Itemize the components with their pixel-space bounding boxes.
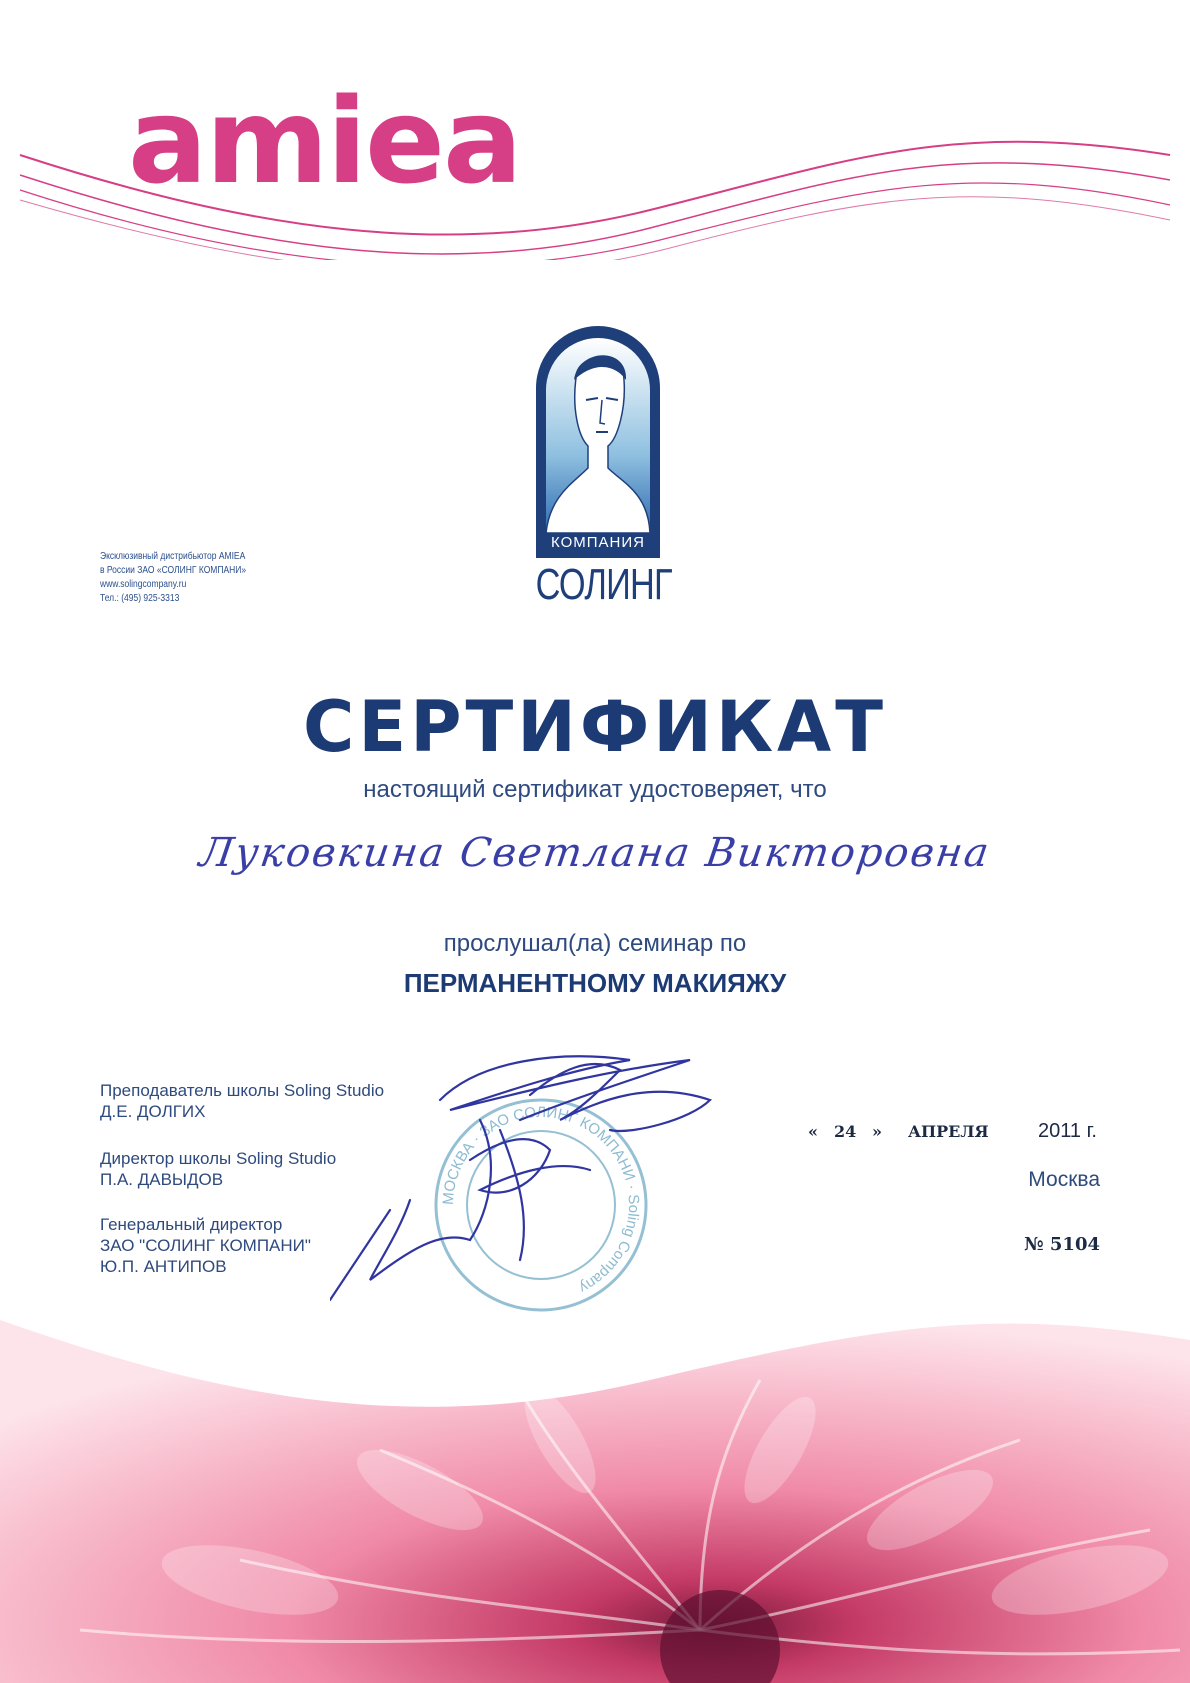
distributor-line: Эксклюзивный дистрибьютор AMIEA: [100, 551, 246, 562]
signatory-name: Ю.П. АНТИПОВ: [100, 1257, 227, 1276]
recipient-name: Луковкина Светлана Викторовна: [196, 830, 994, 876]
signatory-general-director: [100, 1214, 311, 1277]
signatory-role: Директор школы Soling Studio: [100, 1149, 337, 1168]
date-quote-close: »: [872, 1122, 882, 1141]
signatory-name: Д.Е. ДОЛГИХ: [100, 1102, 206, 1121]
signatory-role: Генеральный директор: [100, 1215, 283, 1234]
signatory-name: П.А. ДАВЫДОВ: [100, 1170, 224, 1189]
course-name: ПЕРМАНЕНТНОМУ МАКИЯЖУ: [403, 968, 787, 998]
date-month: АПРЕЛЯ: [908, 1122, 989, 1141]
distributor-phone: Тел.: (495) 925-3313: [100, 593, 180, 604]
distributor-info: [100, 550, 304, 606]
flower-decoration: [0, 1300, 1190, 1683]
certificate-subtitle: настоящий сертификат удостоверяет, что: [363, 776, 827, 803]
date-day: 24: [834, 1122, 857, 1141]
date-quote-open: «: [808, 1122, 818, 1141]
date-year: 2011 г.: [1038, 1120, 1097, 1142]
signatory-director: [100, 1148, 336, 1190]
signatory-org: ЗАО "СОЛИНГ КОМПАНИ": [100, 1236, 311, 1255]
attended-text: прослушал(ла) семинар по: [443, 930, 747, 957]
brand-logo: amiea: [128, 72, 521, 210]
issue-place: Москва: [1028, 1168, 1100, 1191]
distributor-website: www.solingcompany.ru: [100, 579, 187, 590]
emblem-company-name: СОЛИНГ: [535, 560, 672, 609]
emblem-company-label: КОМПАНИЯ: [551, 534, 645, 551]
signatory-role: Преподаватель школы Soling Studio: [100, 1081, 385, 1100]
stamp-text: МОСКВА · ЗАО СОЛИНГ КОМПАНИ · Soling Company: [439, 1103, 643, 1297]
signatures-handwriting: [330, 1040, 810, 1320]
certificate-number: № 5104: [1024, 1234, 1100, 1255]
certificate-title: СЕРТИФИКАТ: [303, 686, 887, 768]
distributor-line: в России ЗАО «СОЛИНГ КОМПАНИ»: [100, 565, 247, 576]
